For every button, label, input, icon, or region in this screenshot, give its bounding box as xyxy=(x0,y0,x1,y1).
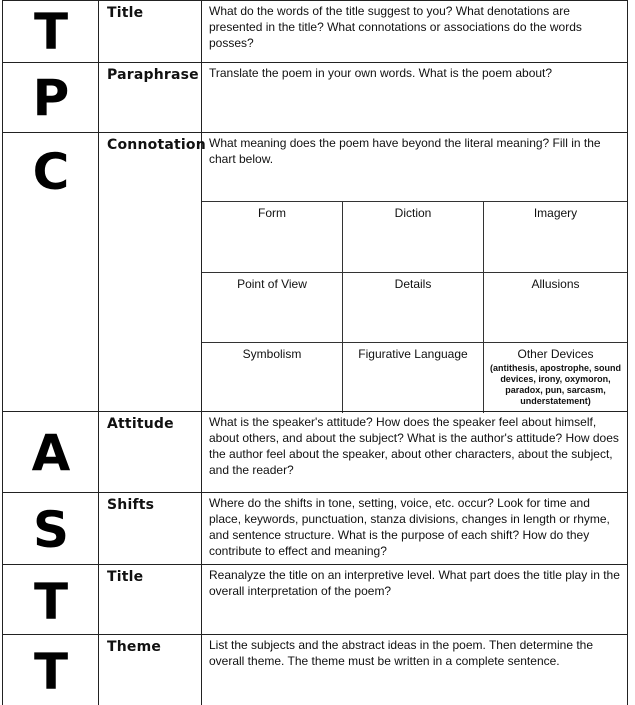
chart-cell-figurative-language: Figurative Language xyxy=(343,343,484,413)
label-cell xyxy=(99,493,202,564)
row-description: Translate the poem in your own words. What is the poem about? xyxy=(209,66,553,80)
letter-cell xyxy=(3,133,99,411)
row-letter: A xyxy=(31,424,71,482)
row-shifts xyxy=(2,492,628,564)
row-label: Theme xyxy=(107,639,162,655)
row-title xyxy=(2,0,628,62)
row-description: List the subjects and the abstract ideas in the poem. Then determine the overall theme. The theme must be written in a complete sentence. xyxy=(209,638,594,668)
row-paraphrase xyxy=(2,62,628,132)
description-cell xyxy=(202,63,627,132)
label-cell xyxy=(99,63,202,132)
row-label: Title xyxy=(107,5,144,21)
letter-cell xyxy=(3,493,99,564)
description-cell xyxy=(202,1,627,62)
label-cell xyxy=(99,412,202,492)
row-description: What meaning does the poem have beyond the literal meaning? Fill in the chart below. xyxy=(209,136,601,166)
label-cell xyxy=(99,635,202,705)
row-description: Reanalyze the title on an interpretive level. What part does the title play in the overall interpretation of the poem? xyxy=(209,568,620,598)
row-label: Shifts xyxy=(107,497,155,513)
label-cell xyxy=(99,1,202,62)
row-label: Attitude xyxy=(107,416,174,432)
letter-cell xyxy=(3,1,99,62)
row-letter: T xyxy=(33,643,69,701)
row-letter: P xyxy=(32,69,70,127)
letter-cell xyxy=(3,565,99,634)
chart-cell-allusions: Allusions xyxy=(484,273,627,343)
label-cell xyxy=(99,565,202,634)
description-cell xyxy=(202,412,627,492)
label-cell xyxy=(99,133,206,411)
row-letter: C xyxy=(32,143,70,201)
letter-cell xyxy=(3,635,99,705)
row-label: Title xyxy=(107,569,144,585)
row-attitude xyxy=(2,411,628,492)
description-cell xyxy=(202,565,627,634)
description-cell xyxy=(202,635,627,705)
row-letter: T xyxy=(33,573,69,631)
row-connotation xyxy=(2,132,628,411)
description-cell xyxy=(202,493,627,564)
row-letter: T xyxy=(33,3,69,61)
other-devices-list: (antithesis, apostrophe, sound devices, irony, oxymoron, paradox, pun, sarcasm, understatement) xyxy=(490,363,622,406)
letter-cell xyxy=(3,63,99,132)
chart-cell-point-of-view: Point of View xyxy=(202,273,343,343)
chart-cell-details: Details xyxy=(343,273,484,343)
row-description: Where do the shifts in tone, setting, voice, etc. occur? Look for time and place, keywords, punctuation, stanza divisions, changes in length or rhyme, and sentence structure. What is the purpose of each shift? How do they contribute to effect and meaning? xyxy=(209,496,610,558)
row-letter: S xyxy=(32,501,69,559)
chart-cell-form: Form xyxy=(202,202,343,273)
row-description: What is the speaker's attitude? How does the speaker feel about himself, about others, and about the subject? What is the author's attitude? How does the author feel about the speaker, about other characters, about the subject, and the reader? xyxy=(209,415,619,477)
chart-cell-other-devices: Other Devices (antithesis, apostrophe, sound devices, irony, oxymoron, paradox, pun, sarcasm, understatement) xyxy=(484,343,627,413)
row-label: Connotation xyxy=(107,137,206,153)
connotation-chart xyxy=(202,201,627,413)
row-description: What do the words of the title suggest to you? What denotations are presented in the title? What connotations or associations do the words posses? xyxy=(209,4,582,50)
row-theme xyxy=(2,634,628,705)
row-label: Paraphrase xyxy=(107,67,199,83)
chart-cell-diction: Diction xyxy=(343,202,484,273)
chart-cell-imagery: Imagery xyxy=(484,202,627,273)
row-title-reanalyze xyxy=(2,564,628,634)
chart-cell-symbolism: Symbolism xyxy=(202,343,343,413)
letter-cell xyxy=(3,412,99,492)
